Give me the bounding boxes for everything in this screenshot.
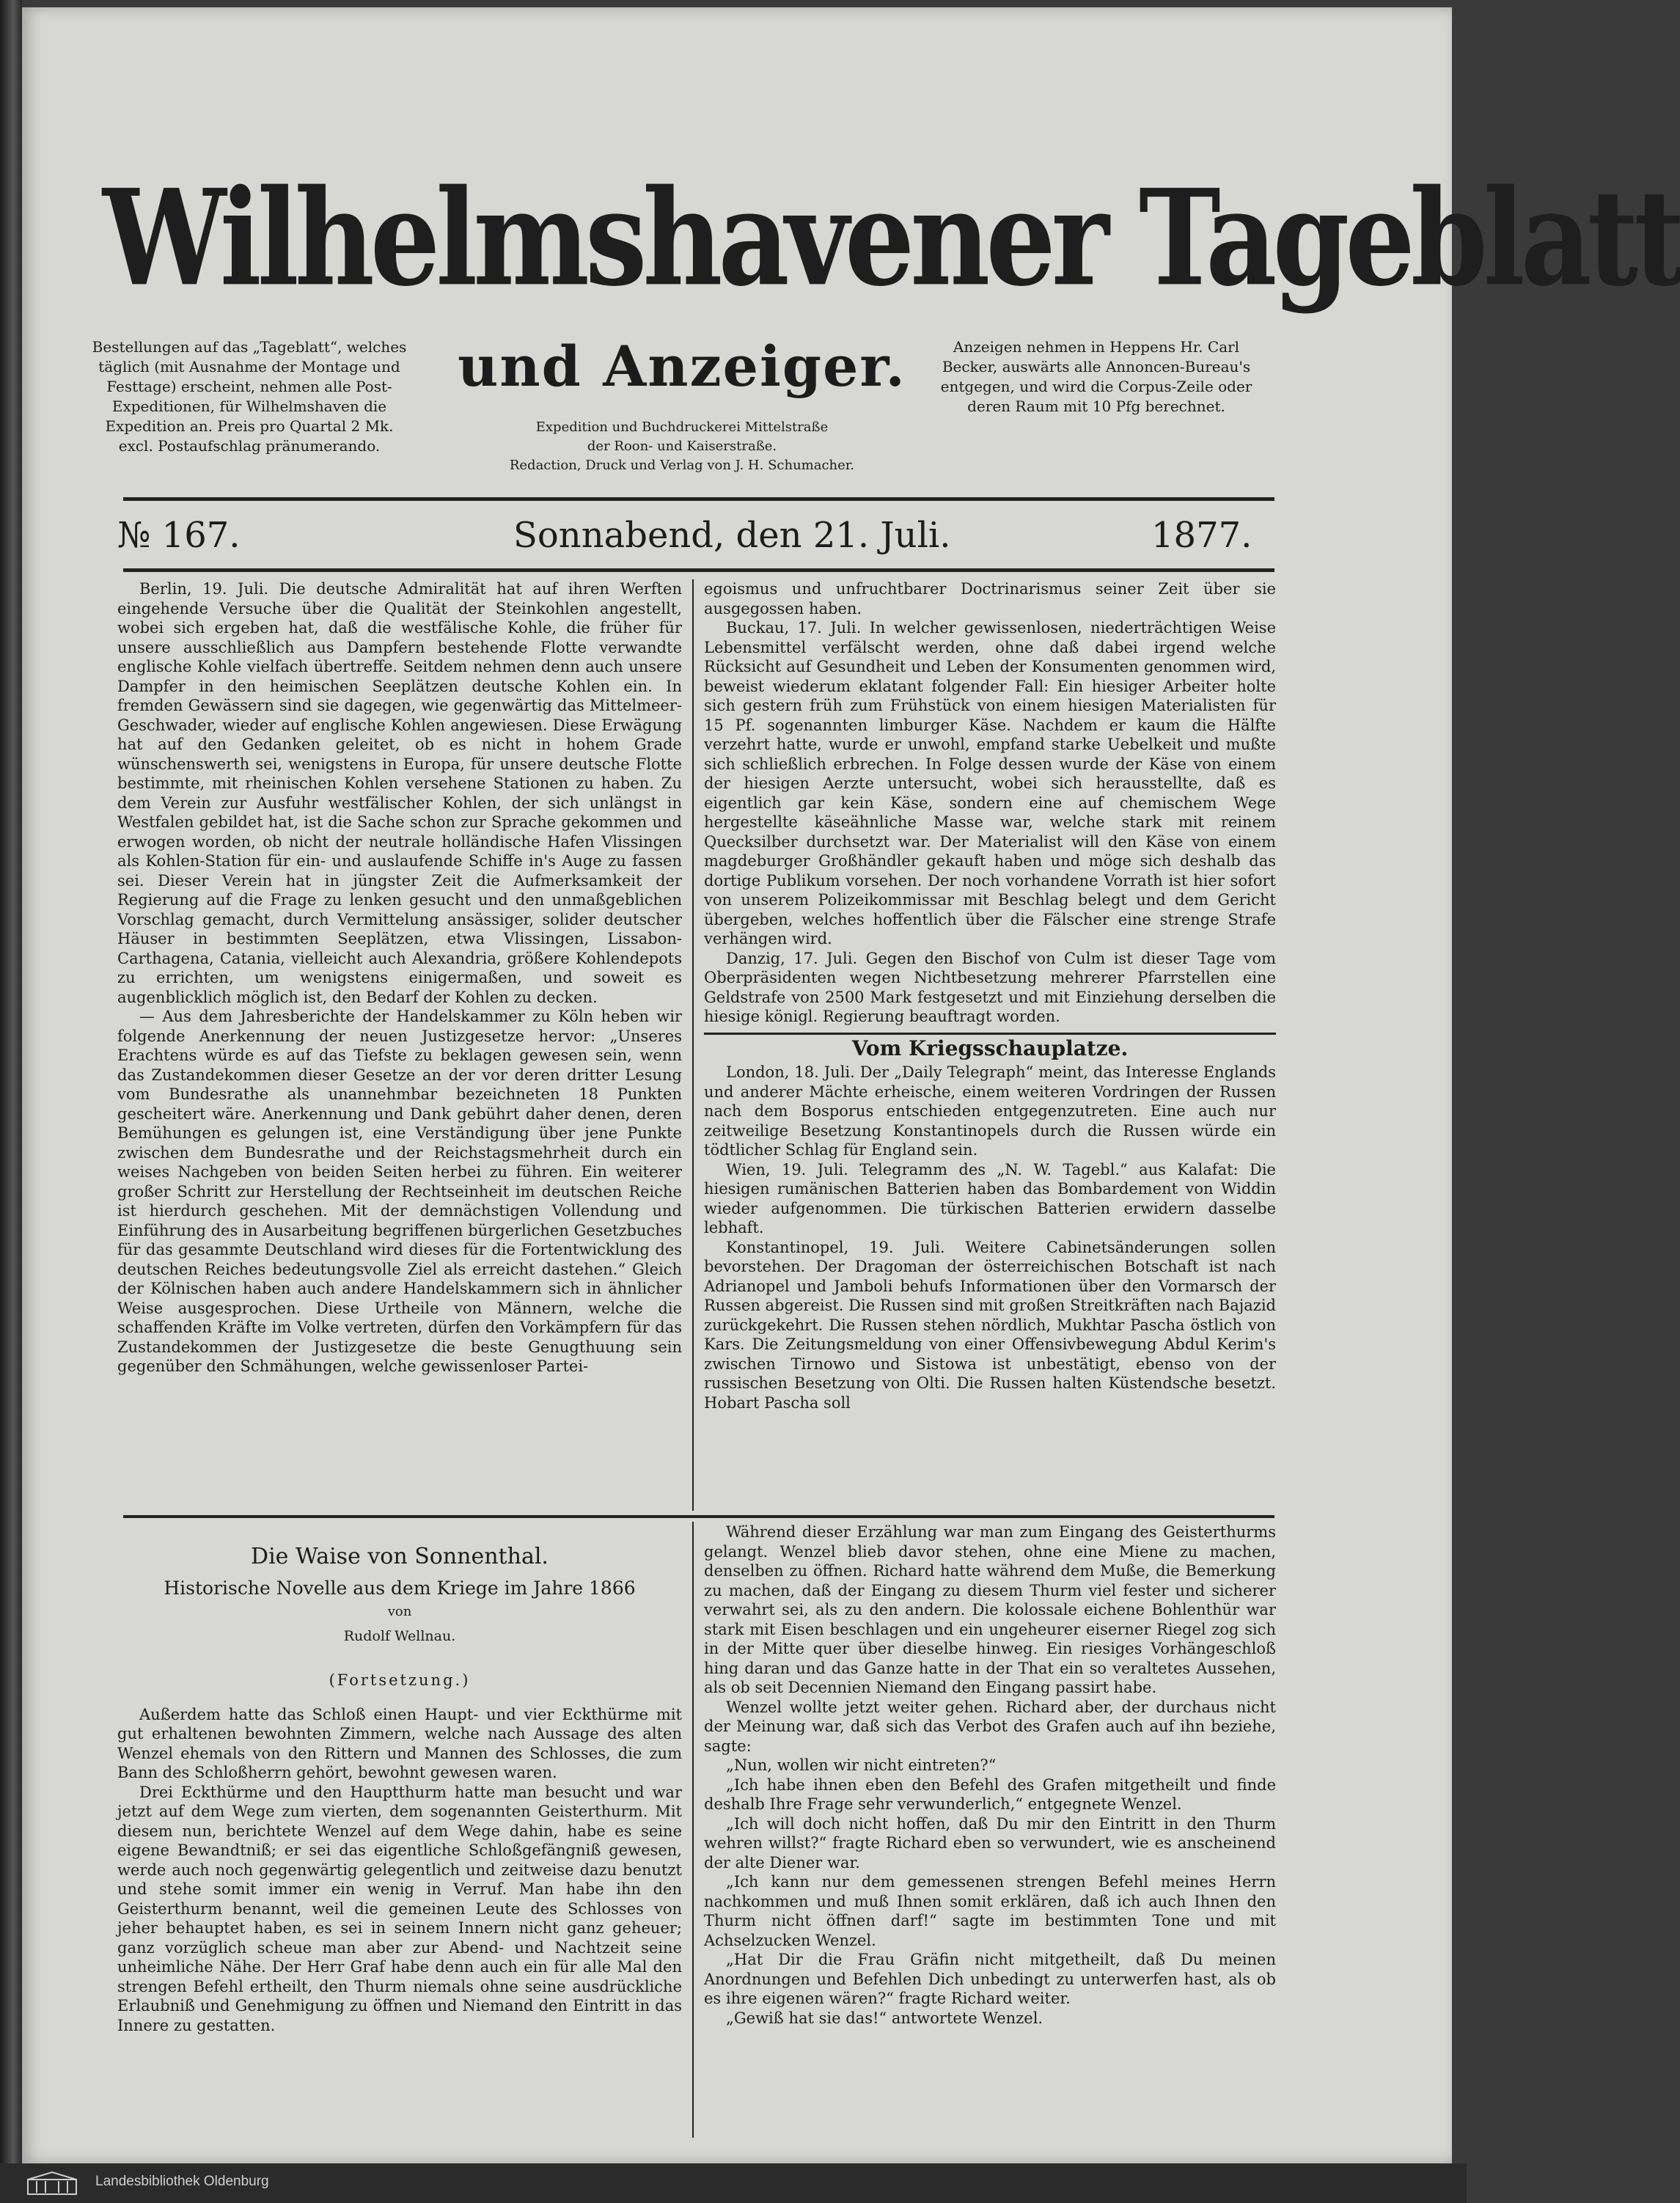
- war-london: London, 18. Juli. Der „Daily Telegraph“ meint, das Interesse Englands und anderer Mächte erheische, einem weiteren Vordringen der Russen nach dem Bosporus entschieden entgegenzutreten. Eine auch nur zeitweilige Besetzung Konstantinopels durch die Russen würde ein tödtlicher Schlag für England sein.: [704, 1063, 1276, 1159]
- news-berlin: Berlin, 19. Juli. Die deutsche Admiralität hat auf ihren Werften eingehende Versuche über die Qualität der Steinkohlen angestellt, wobei sich ergeben hat, daß die westfälische Kohle, die früher für unsere ausschließlich aus Dampfern bestehende Flotte verwandte englische Kohle vielfach übertreffe. Seitdem nehmen denn auch unsere Dampfer in den heimischen Seeplätzen deutsche Kohlen ein. In fremden Gewässern sind sie dagegen, wie gegenwärtig das Mittelmeer-Geschwader, wieder auf englische Kohlen angewiesen. Diese Erwägung hat auf den Gedanken geleitet, ob es nicht in hohem Grade wünschenswerth sei, wenigstens in Europa, für unsere deutsche Flotte bestimmte, mit rheinischen Kohlen versehene Stationen zu haben. Zu dem Verein zur Ausfuhr westfälischer Kohlen, der sich unlängst in Westfalen gebildet hat, ist die Sache schon zur Sprache gekommen und erwogen worden, ob nicht der neutrale holländische Hafen Vlissingen als Kohlen-Station für ein- und auslaufende Schiffe in's Auge zu fassen sei. Dieser Verein hat in jüngster Zeit die Aufmerksamkeit der Regierung auf die Frage zu lenken gesucht und den unmaßgeblichen Vorschlag gemacht, durch Vermittelung ansässiger, solider deutscher Häuser in bestimmten Seeplätzen, etwa Vlissingen, Lissabon-Carthagena, Catania, vielleicht auch Alexandria, größere Kohlendepots zu errichten, um wenigstens einigermaßen, und soweit es augenblicklich möglich ist, den Bedarf der Kohlen zu decken.: [117, 580, 682, 1006]
- column-left-news: [117, 579, 682, 1507]
- publisher-line-1: Expedition und Buchdruckerei Mittelstraße: [535, 419, 829, 435]
- publisher-line-3: Redaction, Druck und Verlag von J. H. Schumacher.: [509, 458, 855, 473]
- novel-paragraph: „Nun, wollen wir nicht eintreten?“: [726, 1756, 997, 1774]
- dateline: [103, 510, 1276, 561]
- novel-paragraph: Drei Eckthürme und den Hauptthurm hatte man besucht und war jetzt auf dem Wege zum vierten, dem sogenannten Geisterthurm. Mit diesem nun, berichtete Wenzel auf dem Wege dahin, habe es seine eigene Bewandtniß; er sei das eigentliche Schloßgefängniß gewesen, werde auch noch gegenwärtig gelegentlich und zeitweise dazu benutzt und stehe somit immer ein wenig in Verruf. Man habe ihn den Geisterthurm benannt, weil die gemeinen Leute des Schlosses von jeher behauptet haben, es sei in seinem Innern nicht ganz geheuer; ganz vorzüglich scheue man aber zur Abend- und Nachtzeit seine unheimliche Nähe. Der Herr Graf habe denn auch ein für alle Mal den strengen Befehl ertheilt, den Thurm niemals ohne seine ausdrückliche Erlaubniß und Genehmigung zu öffnen und Niemand den Eintritt in das Innere zu gestatten.: [117, 1783, 682, 2034]
- war-heading: Vom Kriegsschauplatze.: [851, 1035, 1129, 1060]
- novel-paragraph: „Ich habe ihnen eben den Befehl des Grafen mitgetheilt und finde deshalb Ihre Frage sehr verwunderlich,“ entgegnete Wenzel.: [704, 1775, 1276, 1813]
- novel-title: Die Waise von Sonnenthal.: [251, 1544, 549, 1569]
- library-name: Landesbibliothek Oldenburg: [95, 2174, 269, 2189]
- library-building-icon: [26, 2171, 78, 2196]
- novel-von: von: [387, 1604, 412, 1619]
- novel-paragraph: „Ich will doch nicht hoffen, daß Du mir den Eintritt in den Thurm wehren willst?“ fragte Richard eben so verwundert, wie es anscheinend der alte Diener war.: [704, 1814, 1276, 1872]
- advertising-notice: Anzeigen nehmen in Heppens Hr. Carl Becker, auswärts alle Annoncen-Bureau's entgegen, und wird die Corpus-Zeile oder deren Raum mit 10 Pfg berechnet.: [940, 338, 1252, 415]
- footer-bar: [0, 2163, 1467, 2203]
- novel-subtitle: Historische Novelle aus dem Kriege im Jahre 1866: [164, 1577, 636, 1599]
- novel-paragraph: „Gewiß hat sie das!“ antwortete Wenzel.: [726, 2009, 1043, 2027]
- issue-date: Sonnabend, den 21. Juli.: [513, 515, 951, 556]
- subscription-notice: Bestellungen auf das „Tageblatt“, welches täglich (mit Ausnahme der Montage und Festtage) erscheint, nehmen alle Post-Expeditionen, für Wilhelmshaven die Expedition an. Preis pro Quartal 2 Mk. excl. Postaufschlag pränumerando.: [92, 338, 407, 455]
- news-egoismus: egoismus und unfruchtbarer Doctrinarismus seiner Zeit über sie ausgegossen haben.: [704, 580, 1276, 617]
- novel-paragraph: Wenzel wollte jetzt weiter gehen. Richard aber, der durchaus nicht der Meinung war, daß sich das Verbot des Grafen auch auf ihn beziehe, sagte:: [704, 1698, 1276, 1755]
- novel-paragraph: „Ich kann nur dem gemessenen strengen Befehl meines Herrn nachkommen und muß Ihnen somit erklären, daß ich auch Ihnen den Thurm nicht öffnen darf!“ sagte im bestimmten Tone und mit Achselzucken Wenzel.: [704, 1873, 1276, 1949]
- book-spine: [0, 0, 22, 2203]
- issue-number: № 167.: [117, 515, 241, 556]
- publisher-line-2: der Roon- und Kaiserstraße.: [587, 439, 777, 454]
- news-buckau: Buckau, 17. Juli. In welcher gewissenlosen, niederträchtigen Weise Lebensmittel verfälscht werden, ohne daß dabei irgend welche Rücksicht auf Gesundheit und Leben der Konsumenten genommen wird, beweist wiederum eklatant folgender Fall: Ein hiesiger Arbeiter holte sich gestern früh zum Frühstück von einem hiesigen Materialisten für 15 Pf. sogenannten limburger Käse. Nachdem er kaum die Hälfte verzehrt hatte, wurde er unwohl, empfand starke Uebelkeit und mußte sich schließlich erbrechen. In Folge dessen wurde der Käse von einem der hiesigen Aerzte untersucht, wobei sich herausstellte, daß es eigentlich gar kein Käse, sondern eine auf chemischem Wege hergestellte käseähnliche Masse war, welche stark mit reinem Quecksilber durchsetzt war. Der Materialist will den Käse von einem magdeburger Großhändler gekauft haben und möge sich deshalb das dortige Publikum vorsehen. Der noch vorhandene Vorrath ist hier sofort von unserem Polizeikommissar mit Beschlag belegt und dem Gericht übergeben, welches hoffentlich über die Fälscher eine strenge Strafe verhängen wird.: [704, 619, 1276, 947]
- novel-author: Rudolf Wellnau.: [343, 1627, 456, 1644]
- masthead-subtitle: und Anzeiger.: [458, 334, 906, 399]
- novel-paragraph: Außerdem hatte das Schloß einen Haupt- und vier Eckthürme mit gut erhaltenen bewohnten Zimmern, welche nach Aussage des alten Wenzel ehemals von den Rittern und Mannen des Schlosses, die zum Bann des Schloßherrn gehört, bewohnt gewesen waren.: [117, 1705, 682, 1781]
- feuilleton-rule: [123, 1515, 1274, 1518]
- feuilleton-left: [117, 1525, 682, 2134]
- novel-paragraph: „Hat Dir die Frau Gräfin nicht mitgetheilt, daß Du meinen Anordnungen und Befehlen Dich unbedingt zu unterwerfen hast, als ob es ihre eigenen wären?“ fragte Richard weiter.: [704, 1951, 1276, 2007]
- column-right-news: [704, 579, 1276, 1509]
- issue-year: 1877.: [1151, 515, 1252, 556]
- novel-paragraph: Während dieser Erzählung war man zum Eingang des Geisterthurms gelangt. Wenzel blieb davor stehen, ohne eine Miene zu machen, denselben zu öffnen. Richard hatte während dem Muße, die Bemerkung zu machen, daß der Eingang zu diesem Thurm viel fester und sicherer verwahrt sei, als zu den andern. Die kolossale eichene Bohlenthür war stark mit Eisen beschlagen und ein ungeheurer eiserner Riegel zog sich in der Mitte quer über dieselbe hinweg. Ein riesiges Vorhängeschloß hing daran und das Ganze hatte in der That ein so veraltetes Aussehen, als ob seit Decennien Niemand den Eingang passirt habe.: [704, 1523, 1276, 1696]
- column-divider-bottom: [692, 1522, 694, 2138]
- news-koeln: — Aus dem Jahresberichte der Handelskammer zu Köln heben wir folgende Anerkennung der neuen Justizgesetze hervor: „Unseres Erachtens würde es auf das Tiefste zu beklagen gewesen sein, wenn das Zustandekommen dieser Gesetze an der vor deren dritter Lesung vom Bundesrathe als unannehmbar bezeichneten 18 Punkten gescheitert wäre. Anerkennung und Dank gebührt daher denen, deren Bemühungen es gelungen ist, eine Verständigung über jene Punkte zwischen dem Bundesrathe und der Reichstagsmehrheit durch ein weises Nachgeben von beiden Seiten herbei zu führen. Ein weiterer großer Schritt zur Herstellung der Rechtseinheit im deutschen Reiche ist hierdurch geschehen. Mit der demnächstigen Vollendung und Einführung des in Ausarbeitung begriffenen bürgerlichen Gesetzbuches für das gesammte Deutschland wird dieses für die Fortentwicklung des deutschen Reiches bedeutungsvolle Ziel als erreicht dastehen.“ Gleich der Kölnischen haben auch andere Handelskammern sich in ähnlicher Weise ausgesprochen. Diese Urtheile von Männern, welche die schaffenden Kräfte im Volke vertreten, dürfen den Vorkämpfern für das Zustandekommen der Justizgesetze die beste Genugthuung sein gegenüber den Schmähungen, welche gewissenloser Partei-: [117, 1008, 682, 1375]
- novel-continuation: (Fortsetzung.): [329, 1671, 471, 1689]
- dateline-rule: [123, 568, 1274, 572]
- column-divider-top: [692, 579, 694, 1511]
- news-danzig: Danzig, 17. Juli. Gegen den Bischof von Culm ist dieser Tage vom Oberpräsidenten wegen Nichtbesetzung mehrerer Pfarrstellen eine Geldstrafe von 2500 Mark festgesetzt und mit Einziehung derselben die hiesige königl. Regierung beauftragt worden.: [704, 949, 1276, 1025]
- war-konstantinopel: Konstantinopel, 19. Juli. Weitere Cabinetsänderungen sollen bevorstehen. Der Dragoman der österreichischen Botschaft ist nach Adrianopel und Jamboli behufs Informationen über den Vormarsch der Russen abgereist. Die Russen sind mit großen Streitkräften nach Bajazid zurückgekehrt. Die Russen stehen nördlich, Mukhtar Pascha östlich von Kars. Die Zeitungsmeldung von einer Offensivbewegung Abdul Kerim's zwischen Tirnowo und Sistowa ist unbestätigt, ebenso von der russischen Besetzung von Olti. Die Russen halten Küstendsche besetzt. Hobart Pascha soll: [704, 1238, 1276, 1412]
- publisher-info: [455, 418, 909, 475]
- top-rule: [123, 497, 1274, 501]
- war-heading-rule: [704, 1033, 1276, 1035]
- masthead-title: Wilhelmshavener Tageblatt: [103, 161, 1680, 316]
- feuilleton-right: [704, 1522, 1276, 2138]
- war-wien: Wien, 19. Juli. Telegramm des „N. W. Tagebl.“ aus Kalafat: Die hiesigen rumänischen Batterien haben das Bombardement von Widdin wieder aufgenommen. Die türkischen Batterien erwidern dasselbe lebhaft.: [704, 1160, 1276, 1236]
